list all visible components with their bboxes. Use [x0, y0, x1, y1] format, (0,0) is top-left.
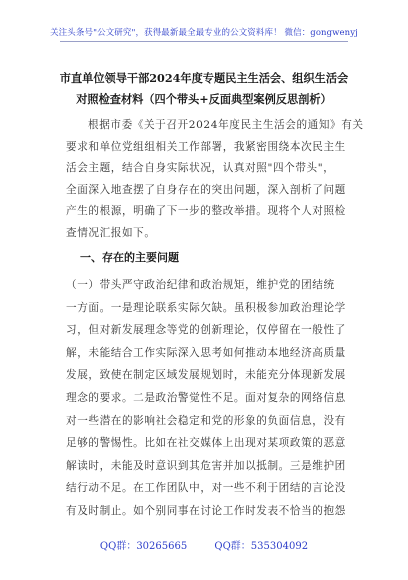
body-line: 解读时，未能及时意识到其危害并加以抵制。三是维护团: [66, 459, 346, 472]
footer: [0, 537, 408, 552]
document-title-line2: 对照检查材料（四个带头+反面典型案例反思剖析）: [76, 92, 332, 106]
body-line: 解，未能结合工作实际深入思考如何推动本地经济高质量: [66, 346, 346, 359]
intro-line: 查情况汇报如下。: [66, 226, 156, 239]
body-line: 足够的警惕性。比如在社交媒体上出现对某项政策的恶意: [66, 437, 346, 450]
body-line: （一）带头严守政治纪律和政治规矩，维护党的团结统: [66, 279, 335, 291]
body-line: 习，但对新发展理念等党的创新理论，仅停留在一般性了: [66, 324, 346, 337]
intro-line: 根据市委《关于召开2024年度民主生活会的通知》有关: [88, 119, 364, 131]
body-line: 一方面。一是理论联系实际欠缺。虽积极参加政治理论学: [66, 301, 346, 314]
intro-line: 活会主题，结合自身实际状况，认真对照"四个带头"，: [66, 162, 335, 174]
footer-qq-group-2: QQ群：535304092: [214, 541, 309, 552]
intro-line: 全面深入地查摆了自身存在的突出问题，深入剖析了问题: [66, 183, 346, 196]
body-line: 有及时制止。如个别同事在讨论工作时发表不恰当的抱怨: [66, 505, 346, 517]
header-note: 关注头条号"公文研究"，获得最新最全最专业的公文资料库！ 微信：gongwenyj: [50, 28, 358, 38]
body-line: 发展，致使在制定区域发展规划时，未能充分体现新发展: [66, 369, 346, 382]
intro-line: 产生的根源，明确了下一步的整改举措。现将个人对照检: [66, 205, 346, 217]
body-line: 对一些潜在的影响社会稳定和党的形象的负面信息，没有: [66, 414, 346, 427]
body-line: 结行动不足。在工作团队中，对一些不利于团结的言论没: [66, 482, 346, 495]
header-divider: [60, 41, 348, 42]
intro-line: 要求和单位党组组相关工作部署，我紧密围绕本次民主生: [66, 140, 346, 153]
footer-qq-group-1: QQ群：30265665: [99, 541, 188, 552]
document-title-line1: 市直单位领导干部2024年度专题民主生活会、组织生活会: [59, 71, 349, 85]
body-line: 理念的要求。二是政治警觉性不足。面对复杂的网络信息: [66, 392, 346, 404]
section-heading: 一、存在的主要问题: [80, 251, 179, 264]
